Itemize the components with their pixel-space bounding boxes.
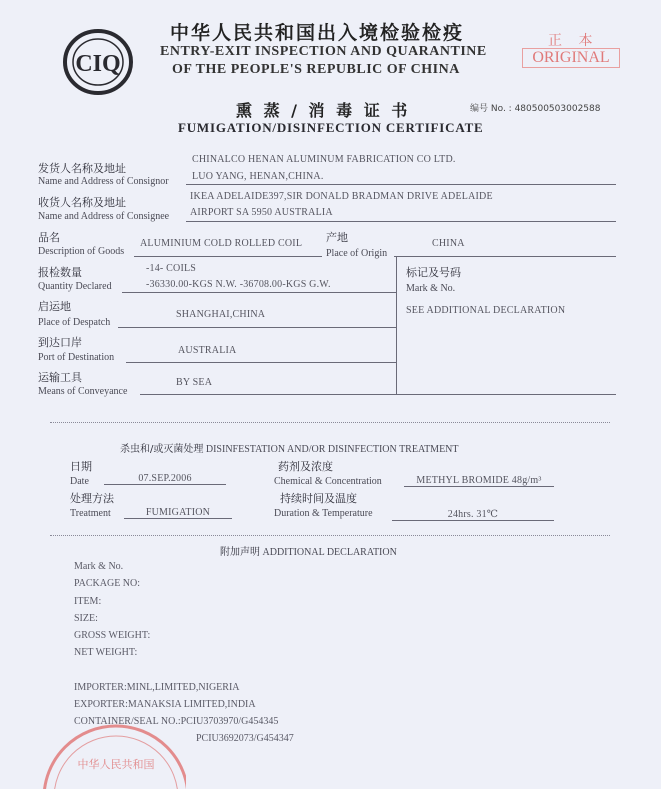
consignor-value-line2: LUO YANG, HENAN,CHINA.	[192, 171, 324, 182]
goods-value: ALUMINIUM COLD ROLLED COIL	[140, 238, 303, 249]
marks-box-divider	[396, 256, 397, 394]
consignor-label-cn: 发货人名称及地址	[38, 162, 126, 175]
quantity-value-line1: -14- COILS	[146, 263, 197, 274]
header-title-en-line1: ENTRY-EXIT INSPECTION AND QUARANTINE	[160, 44, 487, 59]
conveyance-value: BY SEA	[176, 377, 213, 388]
chemical-value: METHYL BROMIDE 48g/m³	[404, 475, 554, 487]
treatment-heading	[120, 440, 459, 455]
destination-underline	[126, 362, 396, 363]
section-separator-1	[50, 422, 610, 423]
goods-label-en: Description of Goods	[38, 246, 125, 257]
treatment-heading-en: DISINFESTATION AND/OR DISINFECTION TREATMENT	[205, 444, 459, 455]
consignor-label-en: Name and Address of Consignor	[38, 176, 169, 187]
container-line-2: PCIU3692073/G454347	[196, 733, 294, 744]
despatch-value: SHANGHAI,CHINA	[176, 309, 266, 320]
additional-line-size: SIZE:	[74, 613, 98, 624]
duration-label-en: Duration & Temperature	[274, 508, 373, 519]
treatment-heading-cn: 杀虫和/或灭菌处理	[120, 444, 204, 455]
date-label-cn: 日期	[70, 460, 92, 473]
header-title-cn: 中华人民共和国出入境检验检疫	[170, 22, 465, 44]
chemical-label-en: Chemical & Concentration	[274, 476, 382, 487]
additional-line-gross: GROSS WEIGHT:	[74, 630, 151, 641]
quantity-label-cn: 报检数量	[38, 266, 82, 279]
destination-value: AUSTRALIA	[178, 345, 237, 356]
marks-value: SEE ADDITIONAL DECLARATION	[406, 305, 566, 316]
original-stamp-cn: 正 本	[548, 33, 599, 49]
consignee-value-line1: IKEA ADELAIDE397,SIR DONALD BRADMAN DRIVE ADELAIDE	[190, 191, 493, 202]
additional-line-package: PACKAGE NO:	[74, 578, 141, 589]
origin-underline	[394, 256, 616, 257]
certificate-number	[470, 101, 600, 114]
certificate-title-cn: 熏 蒸 / 消 毒 证 书	[236, 101, 411, 120]
original-stamp-en: ORIGINAL	[522, 48, 620, 68]
additional-line-net: NET WEIGHT:	[74, 647, 138, 658]
destination-label-cn: 到达口岸	[38, 336, 82, 349]
marks-label-en: Mark & No.	[406, 283, 456, 294]
additional-line-mark: Mark & No.	[74, 561, 124, 572]
treatment-method-value: FUMIGATION	[124, 507, 232, 519]
despatch-label-cn: 启运地	[38, 300, 71, 313]
additional-heading-cn: 附加声明	[220, 547, 260, 558]
treatment-method-label-cn: 处理方法	[70, 492, 114, 505]
origin-label-en: Place of Origin	[326, 248, 388, 259]
svg-text:CIQ: CIQ	[75, 51, 121, 77]
marks-label-cn: 标记及号码	[406, 266, 461, 279]
container-line-1: CONTAINER/SEAL NO.:PCIU3703970/G454345	[74, 716, 279, 727]
consignee-label-en: Name and Address of Consignee	[38, 211, 170, 222]
additional-heading-en: ADDITIONAL DECLARATION	[262, 547, 397, 558]
origin-label-cn: 产地	[326, 231, 348, 244]
section-separator-2	[50, 535, 610, 536]
despatch-label-en: Place of Despatch	[38, 317, 111, 328]
origin-value: CHINA	[432, 238, 465, 249]
duration-value: 24hrs. 31℃	[392, 509, 554, 521]
importer-line: IMPORTER:MINL,LIMITED,NIGERIA	[74, 682, 240, 693]
consignee-label-cn: 收货人名称及地址	[38, 196, 126, 209]
official-seal-icon	[36, 718, 186, 789]
quantity-label-en: Quantity Declared	[38, 281, 112, 292]
svg-text:中华人民共和国: 中华人民共和国	[77, 758, 155, 771]
certificate-title-en: FUMIGATION/DISINFECTION CERTIFICATE	[178, 120, 484, 135]
quantity-value-line2: -36330.00-KGS N.W. -36708.00-KGS G.W.	[146, 279, 331, 290]
conveyance-label-cn: 运输工具	[38, 371, 82, 384]
header-title-en-line2: OF THE PEOPLE'S REPUBLIC OF CHINA	[172, 62, 460, 77]
conveyance-underline	[140, 394, 616, 395]
certificate-number-value: 480500503002588	[514, 104, 601, 114]
goods-label-cn: 品名	[38, 231, 60, 244]
consignor-value-line1: CHINALCO HENAN ALUMINUM FABRICATION CO LTD.	[192, 154, 456, 165]
additional-heading	[220, 543, 397, 558]
ciq-logo-icon	[62, 28, 134, 96]
date-value: 07.SEP.2006	[104, 473, 226, 485]
despatch-underline	[118, 327, 396, 328]
conveyance-label-en: Means of Conveyance	[38, 386, 128, 397]
quantity-underline	[122, 292, 396, 293]
consignor-underline	[186, 184, 616, 185]
additional-line-item: ITEM:	[74, 596, 102, 607]
destination-label-en: Port of Destination	[38, 352, 115, 363]
treatment-method-label-en: Treatment	[70, 508, 111, 519]
certificate-number-label: 编号 No. :	[470, 104, 512, 114]
chemical-label-cn: 药剂及浓度	[278, 460, 333, 473]
date-label-en: Date	[70, 476, 89, 487]
goods-underline	[134, 256, 322, 257]
exporter-line: EXPORTER:MANAKSIA LIMITED,INDIA	[74, 699, 256, 710]
consignee-value-line2: AIRPORT SA 5950 AUSTRALIA	[190, 207, 333, 218]
duration-label-cn: 持续时间及温度	[280, 492, 357, 505]
consignee-underline	[186, 221, 616, 222]
